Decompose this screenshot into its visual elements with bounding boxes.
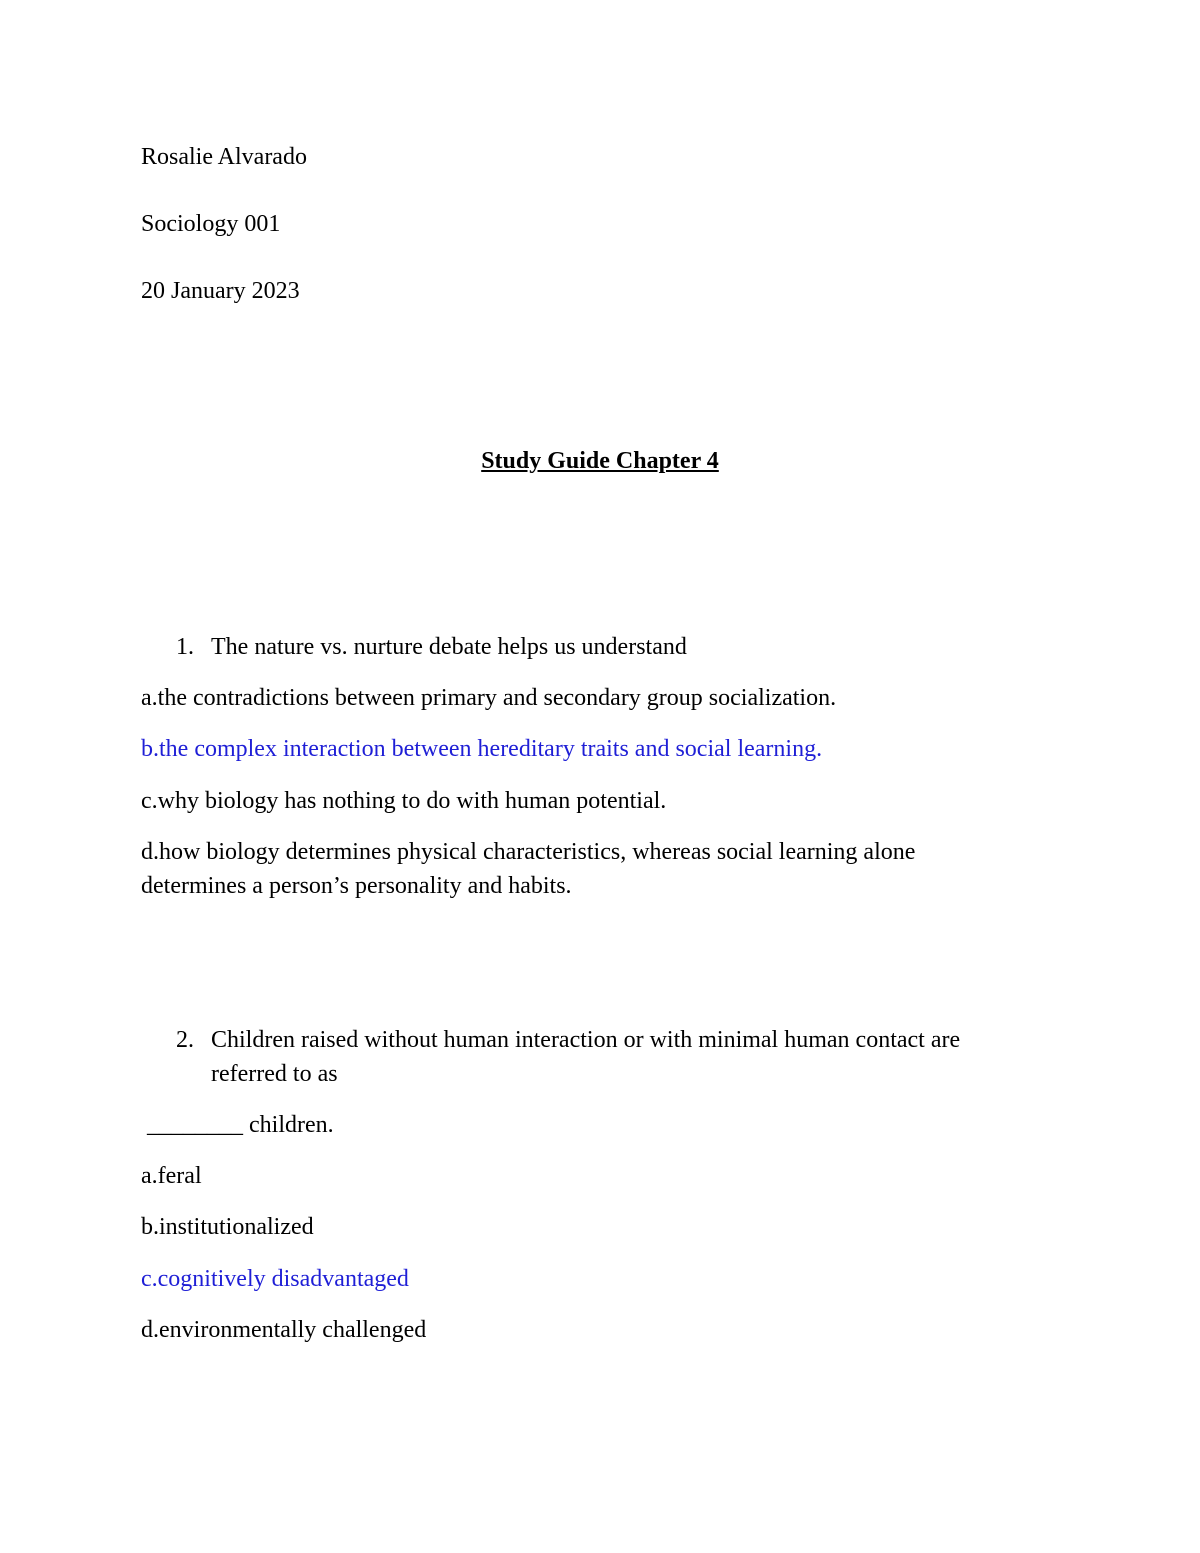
- document-title: Study Guide Chapter 4: [481, 448, 719, 474]
- question-2-number: 2.: [176, 1027, 194, 1053]
- course-name: Sociology 001: [141, 211, 281, 237]
- question-2-option-c: c.cognitively disadvantaged: [141, 1266, 409, 1292]
- question-2-text: Children raised without human interaction or with minimal human contact are referred to as: [211, 1027, 961, 1087]
- question-2-option-d: d.environmentally challenged: [141, 1317, 427, 1343]
- question-1-option-d: d.how biology determines physical characteristics, whereas social learning alone determines a person’s personality and habits.: [141, 839, 916, 899]
- question-2-option-a: a.feral: [141, 1163, 202, 1189]
- question-1-text: The nature vs. nurture debate helps us understand: [211, 634, 687, 660]
- question-2-blank-line: ________ children.: [141, 1112, 334, 1138]
- question-1-number: 1.: [176, 634, 194, 660]
- question-2-option-b: b.institutionalized: [141, 1214, 314, 1240]
- question-1-option-b: b.the complex interaction between hereditary traits and social learning.: [141, 736, 823, 762]
- student-name: Rosalie Alvarado: [141, 144, 307, 170]
- question-1-option-c: c.why biology has nothing to do with human potential.: [141, 788, 667, 814]
- document-date: 20 January 2023: [141, 278, 300, 304]
- question-1-option-a: a.the contradictions between primary and secondary group socialization.: [141, 685, 837, 711]
